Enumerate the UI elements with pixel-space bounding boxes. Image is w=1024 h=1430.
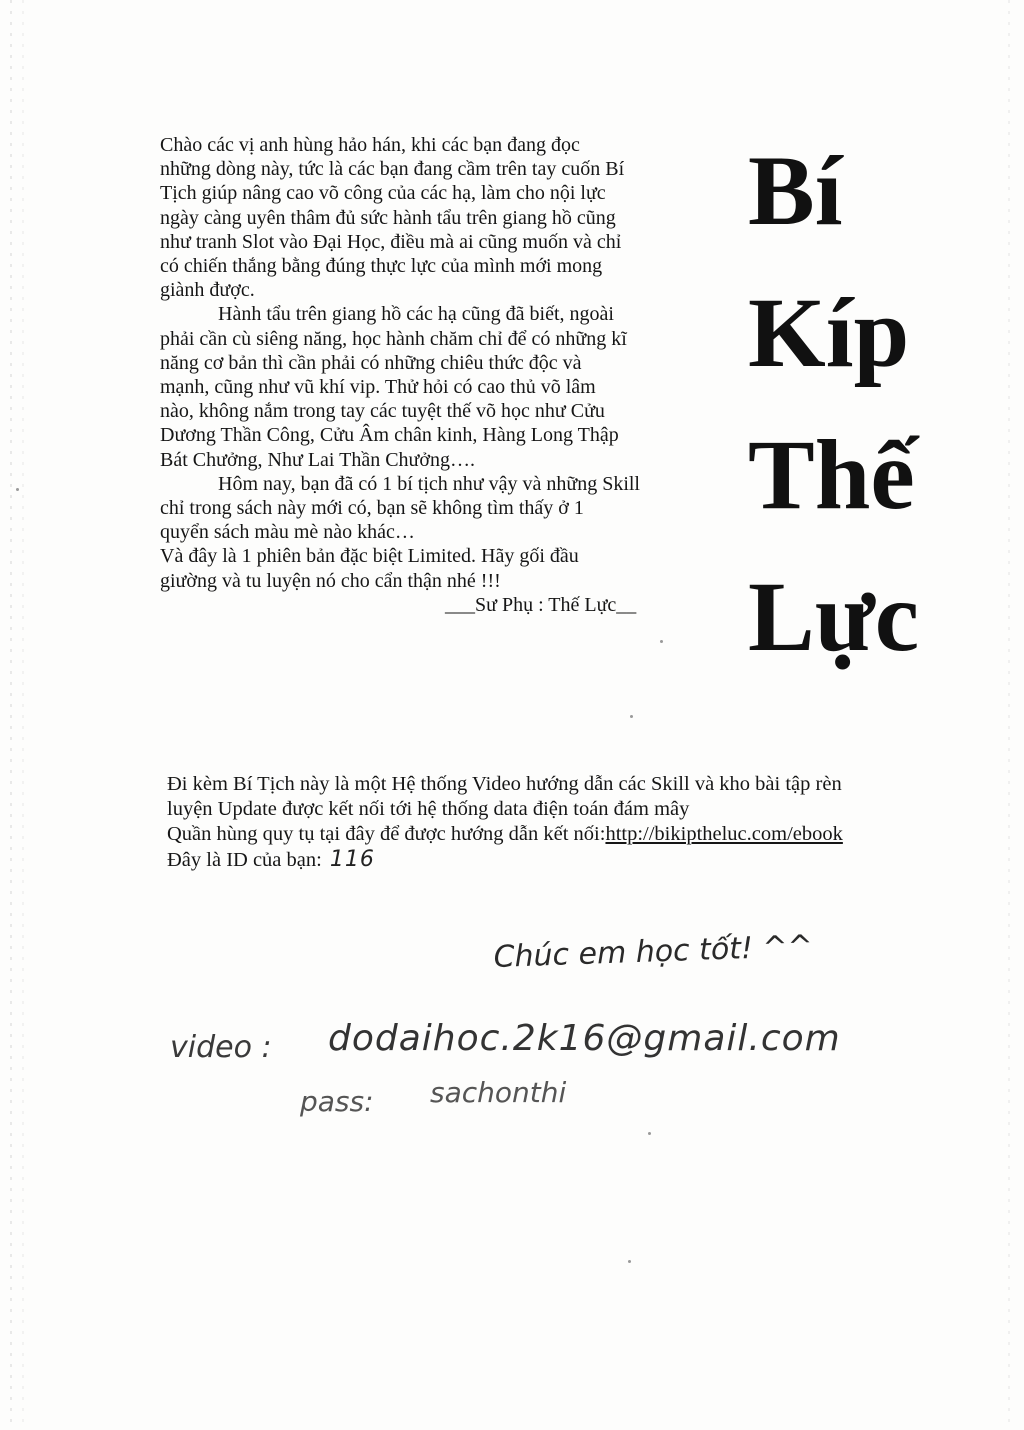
- intro-line: Hôm nay, bạn đã có 1 bí tịch như vậy và những Skill: [218, 472, 640, 495]
- info-block: [167, 772, 987, 873]
- intro-line: phải cần cù siêng năng, học hành chăm chỉ để có những kĩ: [160, 327, 627, 350]
- scan-speck: [660, 640, 663, 643]
- intro-line: năng cơ bản thì cần phải có những chiêu thức độc và: [160, 351, 582, 374]
- intro-line: nào, không nắm trong tay các tuyệt thế võ học như Cửu: [160, 400, 605, 423]
- scan-speck: [648, 1132, 651, 1135]
- info-line-connect: [167, 822, 987, 847]
- intro-line: Hành tẩu trên giang hồ các hạ cũng đã biết, ngoài: [218, 303, 614, 326]
- id-value: 116: [329, 847, 375, 872]
- intro-line: Dương Thần Công, Cửu Âm chân kinh, Hàng Long Thập: [160, 424, 619, 447]
- intro-line: quyển sách màu mè nào khác…: [160, 521, 415, 544]
- scan-speck: [16, 488, 19, 491]
- intro-line: Và đây là 1 phiên bản đặc biệt Limited. Hãy gối đầu: [160, 545, 579, 568]
- handwritten-video-account: dodaihoc.2k16@gmail.com: [328, 1018, 841, 1059]
- info-line-id: [167, 847, 987, 873]
- intro-line: Tịch giúp nâng cao võ công của các hạ, làm cho nội lực: [160, 182, 606, 205]
- scan-speck: [630, 715, 633, 718]
- connect-label: Quần hùng quy tụ tại đây để được hướng dẫn kết nối:: [167, 823, 606, 845]
- intro-line: giường và tu luyện nó cho cẩn thận nhé !!!: [160, 569, 501, 592]
- title-word: Kíp: [748, 277, 910, 388]
- intro-line: như tranh Slot vào Đại Học, điều mà ai cũng muốn và chỉ: [160, 230, 622, 253]
- intro-line: Bát Chưởng, Như Lai Thần Chưởng….: [160, 448, 475, 471]
- intro-line: giành được.: [160, 279, 255, 302]
- intro-line: ngày càng uyên thâm đủ sức hành tẩu trên giang hồ cũng: [160, 206, 616, 229]
- scan-edge-left: [10, 0, 12, 1430]
- signature: ___Sư Phụ : Thế Lực__: [445, 593, 637, 616]
- scan-edge-right: [1008, 0, 1010, 1430]
- handwritten-video-label: video :: [170, 1030, 272, 1065]
- intro-line: Chào các vị anh hùng hảo hán, khi các bạn đang đọc: [160, 134, 580, 156]
- id-label: Đây là ID của bạn:: [167, 849, 322, 871]
- intro-line: mạnh, cũng như vũ khí vip. Thử hỏi có cao thủ võ lâm: [160, 376, 596, 399]
- intro-line: những dòng này, tức là các bạn đang cầm trên tay cuốn Bí: [160, 158, 625, 181]
- intro-line: có chiến thắng bằng đúng thực lực của mình mới mong: [160, 255, 603, 278]
- intro-paragraphs: [160, 133, 750, 617]
- title-word: Bí: [748, 135, 843, 246]
- info-line: luyện Update được kết nối tới hệ thống data điện toán đám mây: [167, 798, 690, 820]
- book-title: [748, 120, 988, 688]
- title-word: Thế: [748, 419, 915, 530]
- intro-line: chỉ trong sách này mới có, bạn sẽ không tìm thấy ở 1: [160, 497, 584, 520]
- handwritten-pass-value: sachonthi: [430, 1076, 567, 1109]
- info-line: Đi kèm Bí Tịch này là một Hệ thống Video hướng dẫn các Skill và kho bài tập rèn: [167, 773, 842, 795]
- scan-edge-left-inner: [22, 0, 24, 1430]
- handwritten-pass-label: pass:: [300, 1085, 374, 1118]
- scan-speck: [628, 1260, 631, 1263]
- ebook-link[interactable]: http://bikiptheluc.com/ebook: [605, 823, 843, 845]
- handwritten-greeting: Chúc em học tốt! ^^: [493, 928, 814, 975]
- title-word: Lực: [748, 561, 920, 672]
